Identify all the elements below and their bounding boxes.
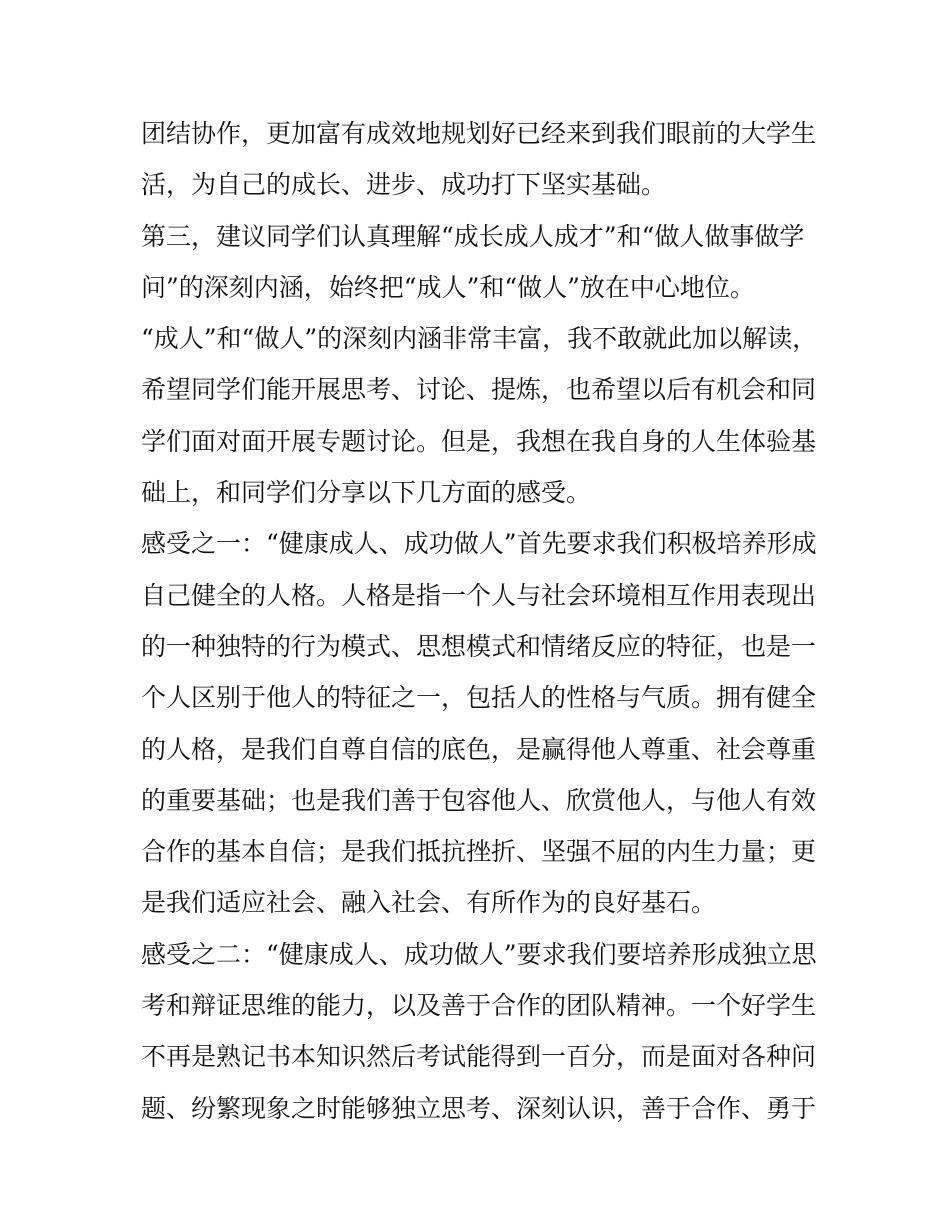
text-line: 是我们适应社会、融入社会、有所作为的良好基石。 xyxy=(141,888,717,918)
text-line: 的重要基础；也是我们善于包容他人、欣赏他人，与他人有效 xyxy=(141,785,817,815)
text-line: 个人区别于他人的特征之一，包括人的性格与气质。拥有健全 xyxy=(141,683,817,713)
text-line: 的人格，是我们自尊自信的底色，是赢得他人尊重、社会尊重 xyxy=(141,734,817,764)
text-line: “成人”和“做人”的深刻内涵非常丰富，我不敢就此加以解读， xyxy=(141,324,818,354)
body-text xyxy=(141,108,821,1134)
text-line: 考和辩证思维的能力，以及善于合作的团队精神。一个好学生 xyxy=(141,991,817,1021)
text-line: 自己健全的人格。人格是指一个人与社会环境相互作用表现出 xyxy=(141,580,817,610)
text-line: 不再是熟记书本知识然后考试能得到一百分，而是面对各种问 xyxy=(141,1042,817,1072)
text-line: 学们面对面开展专题讨论。但是，我想在我自身的人生体验基 xyxy=(141,426,817,456)
text-line: 希望同学们能开展思考、讨论、提炼，也希望以后有机会和同 xyxy=(141,375,817,405)
text-line: 团结协作，更加富有成效地规划好已经来到我们眼前的大学生 xyxy=(141,119,817,148)
text-line: 第三，建议同学们认真理解“成长成人成才”和“做人做事做学 xyxy=(141,221,805,251)
text-line: 感受之一：“健康成人、成功做人”首先要求我们积极培养形成 xyxy=(141,529,817,559)
text-line: 的一种独特的行为模式、思想模式和情绪反应的特征，也是一 xyxy=(141,631,817,661)
text-line: 活，为自己的成长、进步、成功打下坚实基础。 xyxy=(141,170,667,200)
text-line: 题、纷繁现象之时能够独立思考、深刻认识，善于合作、勇于 xyxy=(141,1093,817,1123)
text-line: 问”的深刻内涵，始终把“成人”和“做人”放在中心地位。 xyxy=(141,272,755,302)
text-line: 合作的基本自信；是我们抵抗挫折、坚强不屈的内生力量；更 xyxy=(141,837,817,867)
text-line: 感受之二：“健康成人、成功做人”要求我们要培养形成独立思 xyxy=(141,939,817,969)
text-line: 础上，和同学们分享以下几方面的感受。 xyxy=(141,478,592,508)
